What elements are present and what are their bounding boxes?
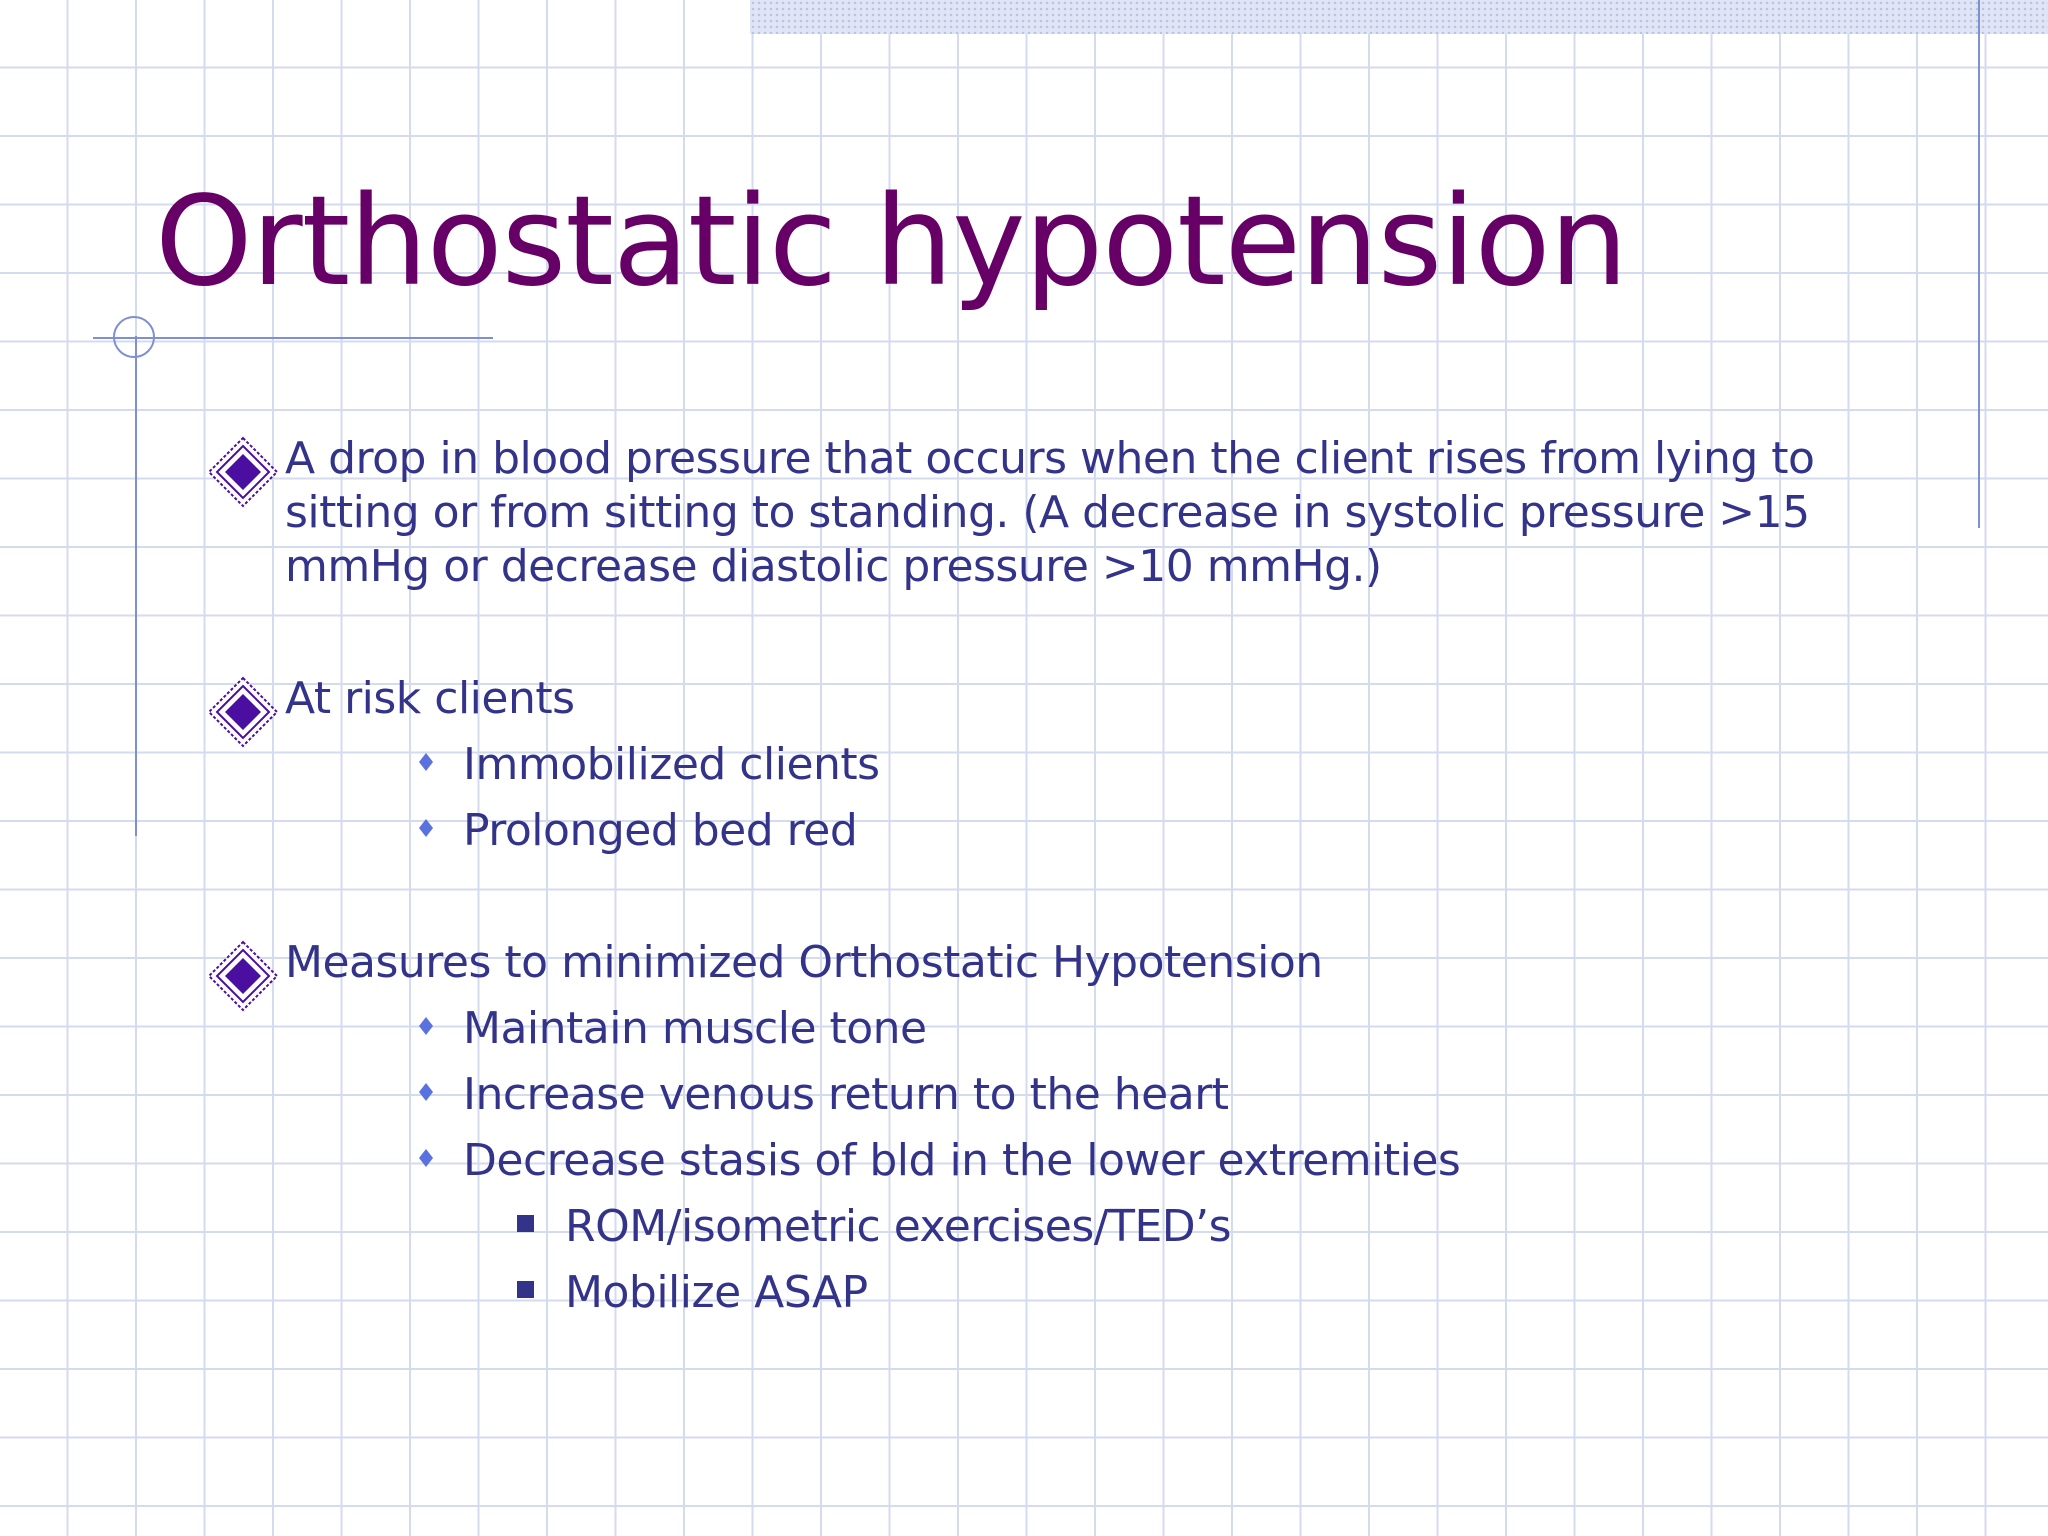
small-diamond-bullet-icon [417,1081,435,1103]
diamond-bullet-icon [207,940,279,1012]
sub-bullet-text: Maintain muscle tone [463,1003,927,1054]
small-diamond-bullet-icon [417,1015,435,1037]
small-diamond-bullet-icon [417,817,435,839]
square-bullet-icon [517,1281,534,1298]
sub-bullet-text: Decrease stasis of bld in the lower extremities [463,1135,1461,1186]
slide-title: Orthostatic hypotension [155,170,1628,314]
bullet-definition [207,432,1907,594]
sub-bullet-item [463,1133,1907,1188]
sub-bullet-item [463,1001,1907,1056]
top-decorative-band [750,0,2048,34]
sub-bullet-item [463,737,1907,792]
sub-sub-bullet-item [565,1199,1907,1254]
sub-bullet-item [463,803,1907,858]
diamond-bullet-icon [207,676,279,748]
diamond-bullet-icon [207,436,279,508]
sub-sub-bullet-text: ROM/isometric exercises/TED’s [565,1201,1232,1252]
right-vertical-rule [1978,0,1980,528]
sub-sub-bullet-text: Mobilize ASAP [565,1267,868,1318]
square-bullet-icon [517,1215,534,1232]
sub-bullet-text: Prolonged bed red [463,805,858,856]
bullet-text: At risk clients [285,673,575,724]
bullet-measures [207,936,1907,1320]
small-diamond-bullet-icon [417,1147,435,1169]
bullet-text: Measures to minimized Orthostatic Hypotension [285,937,1323,988]
left-vertical-rule [135,336,137,836]
sub-bullet-text: Immobilized clients [463,739,880,790]
bullet-text: A drop in blood pressure that occurs when the client rises from lying to sitting or from sitting to standing. (A decrease in systolic pressure >15 mmHg or decrease diastolic pressure >10 mmHg.) [285,433,1815,592]
sub-bullet-text: Increase venous return to the heart [463,1069,1229,1120]
sub-bullet-item [463,1067,1907,1122]
bullet-at-risk-clients [207,672,1907,858]
small-diamond-bullet-icon [417,751,435,773]
sub-sub-bullet-item [565,1265,1907,1320]
title-rule-circle [113,316,155,358]
